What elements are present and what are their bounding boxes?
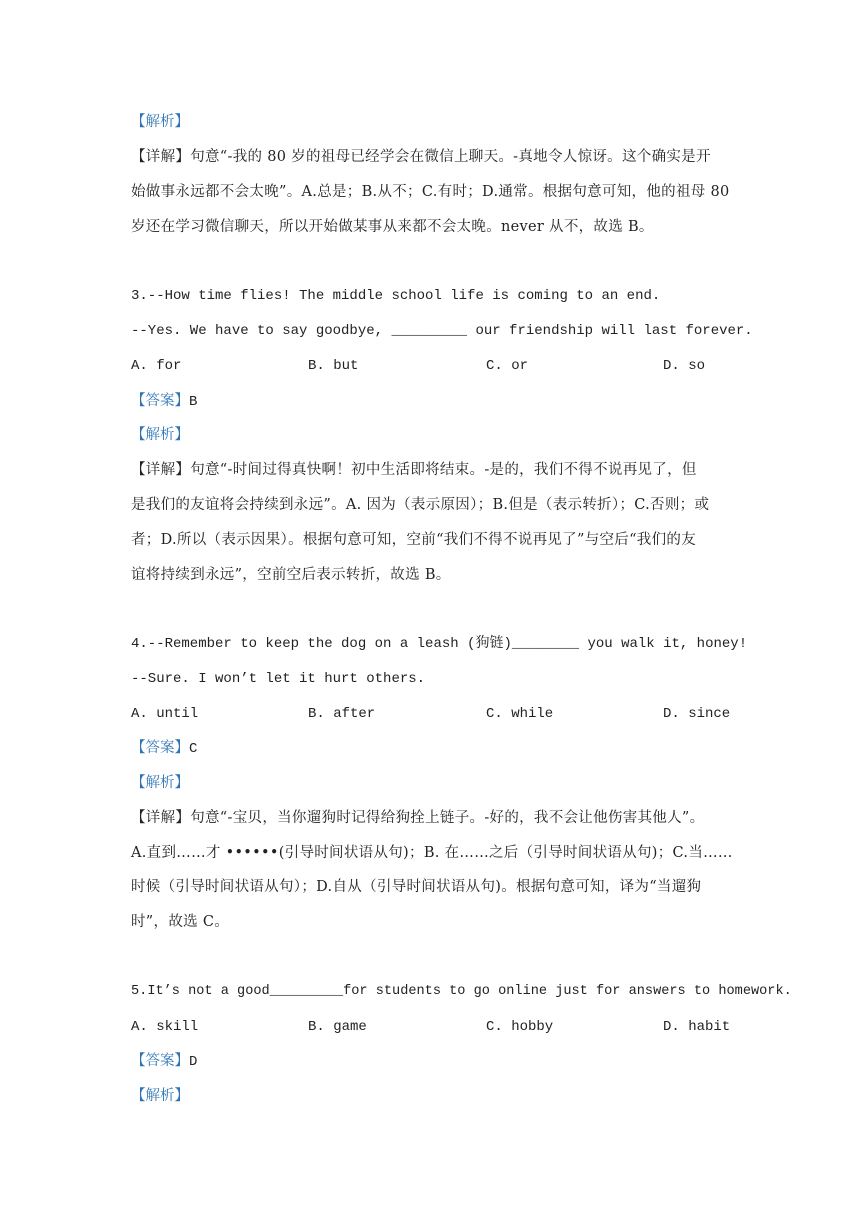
question-5-option-c: C. hobby [486,1019,554,1035]
question-3-stem: 3.--How time flies! The middle school life is coming to an end. [131,288,661,304]
question-5-option-d: D. habit [663,1019,731,1035]
question-3-option-a: A. for [131,358,182,374]
analysis-tag: 【解析】 [131,114,189,130]
answer-tag: 【答案】 [131,393,189,409]
question-5-answer: 【答案】D [131,1053,198,1070]
question-3-option-b: B. but [308,358,359,374]
detail-line: 谊将持续到永远”，空前空后表示转折，故选 B。 [131,567,451,583]
answer-tag: 【答案】 [131,1053,189,1069]
detail-tag: 【详解】 [131,149,191,165]
detail-tag: 【详解】 [131,462,191,478]
detail-line: 时候（引导时间状语从句）；D.自从（引导时间状语从句)。根据句意可知，译为“当遛狗 [131,879,702,895]
question-4-option-b: B. after [308,706,376,722]
detail-line: 【详解】句意“-宝贝，当你遛狗时记得给狗拴上链子。-好的，我不会让他伤害其他人”。 [131,810,705,826]
detail-line: 始做事永远都不会太晚”。A.总是；B.从不；C.有时；D.通常。根据句意可知，他的祖母 80 [131,184,730,200]
question-4-option-a: A. until [131,706,199,722]
question-5-option-b: B. game [308,1019,367,1035]
question-4-stem: 4.--Remember to keep the dog on a leash (狗链)________ you walk it, honey! [131,636,748,652]
question-4-option-d: D. since [663,706,731,722]
question-3-stem: --Yes. We have to say goodbye, _________ our friendship will last forever. [131,323,753,339]
analysis-tag: 【解析】 [131,1088,189,1104]
question-3-answer: 【答案】B [131,393,198,410]
question-4-stem: --Sure. I won’t let it hurt others. [131,671,426,687]
detail-line: 是我们的友谊将会持续到永远”。A. 因为（表示原因）；B.但是（表示转折）；C.否则；或 [131,497,710,513]
question-5-stem: 5.It’s not a good_________for students to go online just for answers to homework. [131,984,792,999]
detail-line: 【详解】句意“-时间过得真快啊！初中生活即将结束。-是的，我们不得不说再见了，但 [131,462,697,478]
question-3-option-c: C. or [486,358,529,374]
question-4-option-c: C. while [486,706,554,722]
detail-line: A.直到……才 ••••••(引导时间状语从句)；B. 在……之后（引导时间状语从句)；C.当…… [131,845,733,861]
question-5-option-a: A. skill [131,1019,199,1035]
detail-line: 时”，故选 C。 [131,914,230,930]
detail-line: 者；D.所以（表示因果）。根据句意可知，空前“我们不得不说再见了”与空后“我们的友 [131,532,697,548]
question-3-option-d: D. so [663,358,706,374]
detail-tag: 【详解】 [131,810,191,826]
question-4-answer: 【答案】C [131,740,198,757]
analysis-tag: 【解析】 [131,775,189,791]
detail-line: 岁还在学习微信聊天，所以开始做某事从来都不会太晚。never 从不，故选 B。 [131,219,654,235]
analysis-tag: 【解析】 [131,427,189,443]
detail-line: 【详解】句意“-我的 80 岁的祖母已经学会在微信上聊天。-真地令人惊讶。这个确实是开 [131,149,711,165]
answer-tag: 【答案】 [131,740,189,756]
